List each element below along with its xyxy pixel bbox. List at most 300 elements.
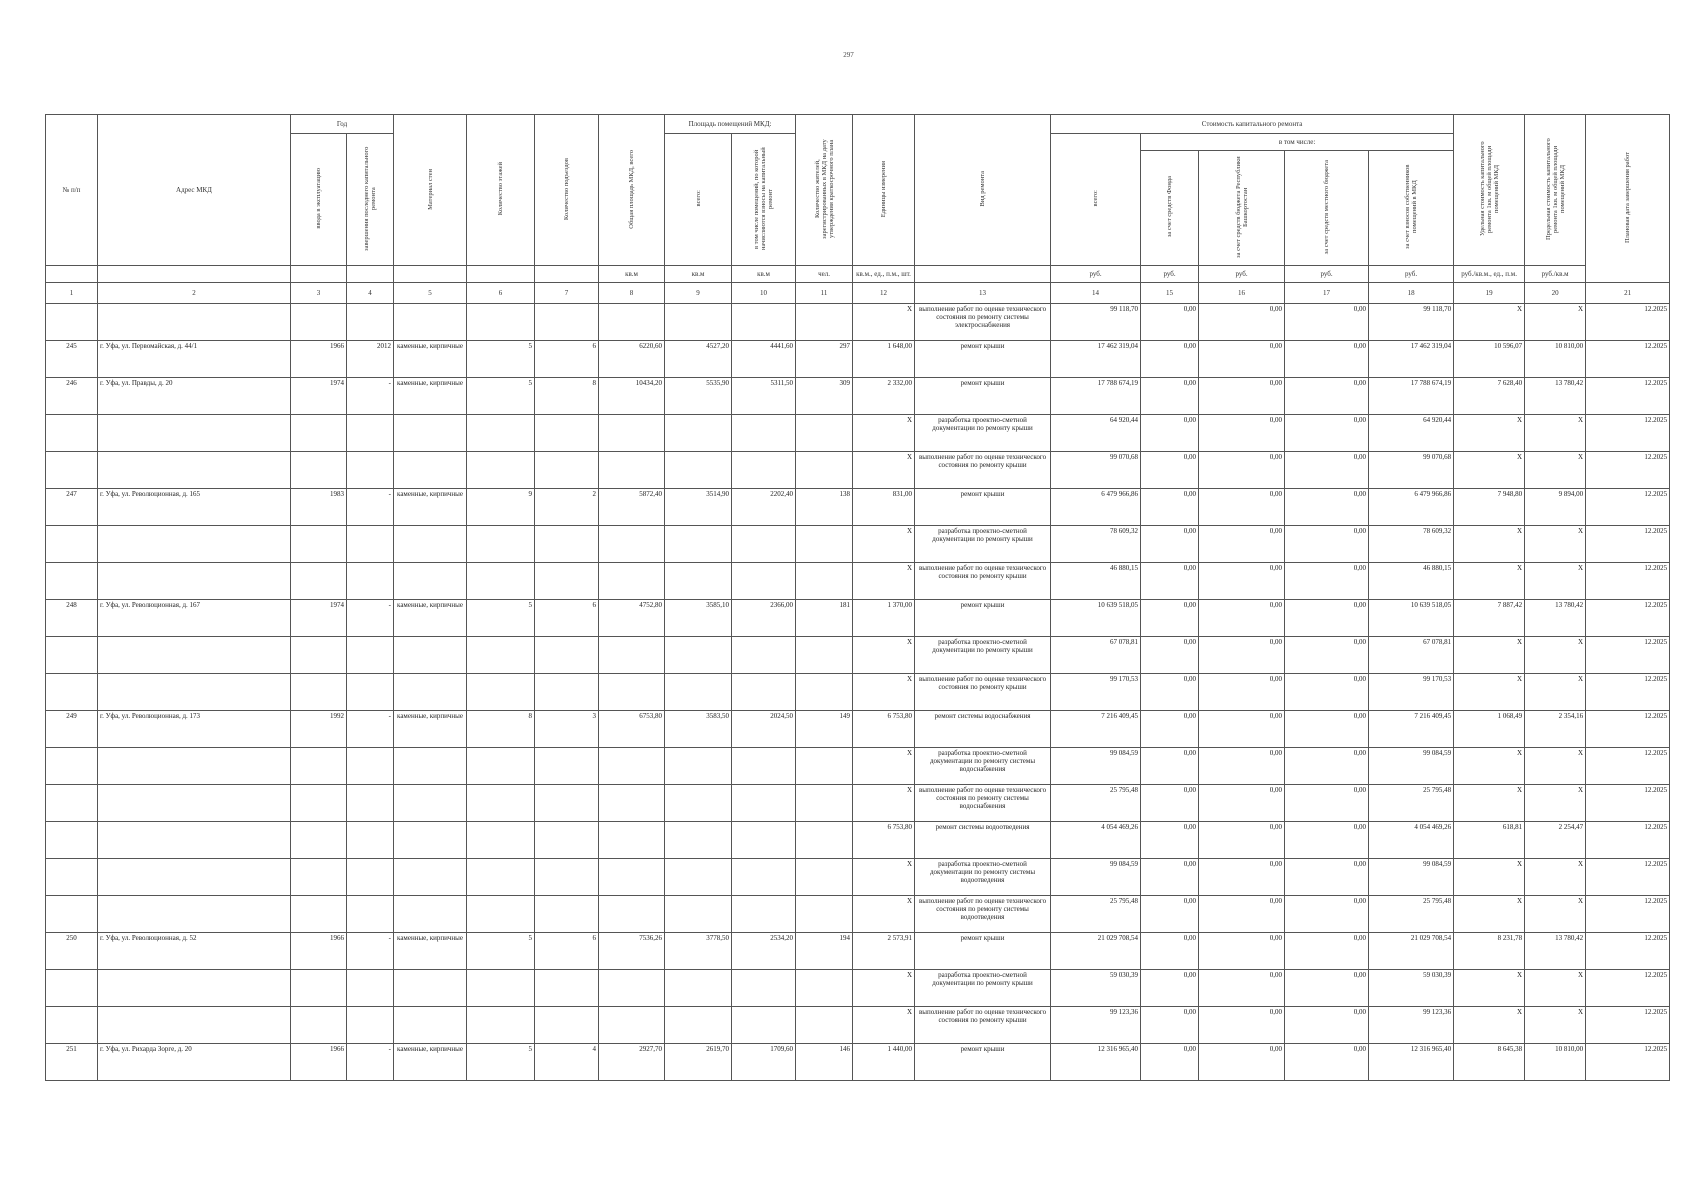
area-all-cell: 3514,90 — [665, 489, 732, 526]
year-commissioned-cell: 1966 — [291, 1044, 347, 1081]
limit-cost-cell: 10 810,00 — [1525, 341, 1586, 378]
header-specific-cost: Удельная стоимость капитального ремонта 1кв. м общей площади помещений МКД — [1454, 115, 1525, 266]
total-area-cell — [599, 674, 665, 711]
limit-cost-cell: X — [1525, 637, 1586, 674]
cost-republic-cell: 0,00 — [1199, 1007, 1285, 1044]
area-payable-cell — [732, 563, 796, 600]
table-row — [46, 563, 1670, 600]
row-number-cell — [46, 415, 98, 452]
row-number-cell — [46, 748, 98, 785]
header-entrances: Количество подъездов — [535, 115, 599, 266]
wall-material-cell — [394, 526, 467, 563]
row-number-cell — [46, 674, 98, 711]
cost-local-cell: 0,00 — [1285, 341, 1369, 378]
cost-local-cell: 0,00 — [1285, 415, 1369, 452]
table-row — [46, 378, 1670, 415]
address-cell — [98, 785, 291, 822]
address-cell — [98, 822, 291, 859]
limit-cost-cell: 9 894,00 — [1525, 489, 1586, 526]
area-all-cell — [665, 859, 732, 896]
address-cell: г. Уфа, ул. Революционная, д. 52 — [98, 933, 291, 970]
cost-republic-cell: 0,00 — [1199, 378, 1285, 415]
row-number-cell — [46, 304, 98, 341]
table-row — [46, 415, 1670, 452]
year-commissioned-cell — [291, 452, 347, 489]
residents-cell: 309 — [796, 378, 853, 415]
address-cell — [98, 304, 291, 341]
specific-cost-cell: X — [1454, 415, 1525, 452]
header-cost-fund: за счет средств Фонда — [1141, 151, 1199, 266]
area-all-cell — [665, 637, 732, 674]
units-cell: X — [853, 785, 915, 822]
year-last-repair-cell — [347, 452, 394, 489]
year-last-repair-cell — [347, 563, 394, 600]
cost-fund-cell: 0,00 — [1141, 711, 1199, 748]
residents-cell — [796, 748, 853, 785]
entrances-cell — [535, 748, 599, 785]
entrances-cell: 3 — [535, 711, 599, 748]
cost-all-cell: 10 639 518,05 — [1051, 600, 1141, 637]
cost-local-cell: 0,00 — [1285, 822, 1369, 859]
year-commissioned-cell: 1974 — [291, 378, 347, 415]
limit-cost-cell: X — [1525, 748, 1586, 785]
wall-material-cell — [394, 970, 467, 1007]
column-number: 14 — [1051, 283, 1141, 304]
area-all-cell — [665, 526, 732, 563]
year-commissioned-cell — [291, 859, 347, 896]
specific-cost-cell: 7 948,80 — [1454, 489, 1525, 526]
row-number-cell — [46, 785, 98, 822]
header-wall-material: Материал стен — [394, 115, 467, 266]
cost-fund-cell: 0,00 — [1141, 341, 1199, 378]
entrances-cell — [535, 674, 599, 711]
entrances-cell — [535, 896, 599, 933]
limit-cost-cell: X — [1525, 970, 1586, 1007]
limit-cost-cell: X — [1525, 563, 1586, 600]
entrances-cell: 6 — [535, 341, 599, 378]
table-row — [46, 341, 1670, 378]
planned-date-cell: 12.2025 — [1586, 378, 1670, 415]
address-cell — [98, 896, 291, 933]
cost-republic-cell: 0,00 — [1199, 711, 1285, 748]
year-last-repair-cell — [347, 637, 394, 674]
unit-cell: кв.м — [665, 266, 732, 283]
area-payable-cell — [732, 748, 796, 785]
cost-owners-cell: 99 070,68 — [1369, 452, 1454, 489]
area-payable-cell: 4441,60 — [732, 341, 796, 378]
units-cell: X — [853, 637, 915, 674]
specific-cost-cell: X — [1454, 452, 1525, 489]
repair-type-cell: ремонт системы водоотведения — [915, 822, 1051, 859]
table-row — [46, 896, 1670, 933]
residents-cell: 138 — [796, 489, 853, 526]
repair-type-cell: разработка проектно-сметной документации по ремонту системы водоснабжения — [915, 748, 1051, 785]
column-number: 21 — [1586, 283, 1670, 304]
cost-fund-cell: 0,00 — [1141, 526, 1199, 563]
cost-owners-cell: 99 170,53 — [1369, 674, 1454, 711]
planned-date-cell: 12.2025 — [1586, 637, 1670, 674]
area-all-cell — [665, 563, 732, 600]
cost-all-cell: 17 788 674,19 — [1051, 378, 1141, 415]
cost-fund-cell: 0,00 — [1141, 970, 1199, 1007]
entrances-cell — [535, 304, 599, 341]
column-number: 20 — [1525, 283, 1586, 304]
limit-cost-cell: X — [1525, 785, 1586, 822]
cost-local-cell: 0,00 — [1285, 304, 1369, 341]
wall-material-cell — [394, 452, 467, 489]
cost-local-cell: 0,00 — [1285, 970, 1369, 1007]
cost-local-cell: 0,00 — [1285, 859, 1369, 896]
repair-type-cell: ремонт крыши — [915, 341, 1051, 378]
residents-cell — [796, 637, 853, 674]
column-number: 2 — [98, 283, 291, 304]
floors-cell — [467, 822, 535, 859]
wall-material-cell — [394, 822, 467, 859]
entrances-cell — [535, 415, 599, 452]
floors-cell: 5 — [467, 341, 535, 378]
wall-material-cell: каменные, кирпичные — [394, 933, 467, 970]
repair-type-cell: выполнение работ по оценке технического состояния по ремонту крыши — [915, 563, 1051, 600]
total-area-cell: 2927,70 — [599, 1044, 665, 1081]
year-last-repair-cell — [347, 896, 394, 933]
repair-type-cell: разработка проектно-сметной документации по ремонту крыши — [915, 970, 1051, 1007]
cost-republic-cell: 0,00 — [1199, 341, 1285, 378]
header-limit-cost: Предельная стоимость капитального ремонта 1кв. м общей площади помещений МКД — [1525, 115, 1586, 266]
limit-cost-cell: 13 780,42 — [1525, 933, 1586, 970]
specific-cost-cell: 1 068,49 — [1454, 711, 1525, 748]
year-commissioned-cell: 1974 — [291, 600, 347, 637]
table-row — [46, 748, 1670, 785]
address-cell — [98, 526, 291, 563]
units-cell: X — [853, 415, 915, 452]
row-number-cell — [46, 896, 98, 933]
repair-type-cell: разработка проектно-сметной документации по ремонту крыши — [915, 637, 1051, 674]
cost-local-cell: 0,00 — [1285, 526, 1369, 563]
unit-cell: кв.м., ед., п.м., шт. — [853, 266, 915, 283]
cost-all-cell: 99 118,70 — [1051, 304, 1141, 341]
cost-owners-cell: 10 639 518,05 — [1369, 600, 1454, 637]
floors-cell: 5 — [467, 933, 535, 970]
year-commissioned-cell — [291, 563, 347, 600]
year-last-repair-cell: - — [347, 711, 394, 748]
cost-all-cell: 7 216 409,45 — [1051, 711, 1141, 748]
area-all-cell — [665, 970, 732, 1007]
header-total-area: Общая площадь МКД, всего — [599, 115, 665, 266]
total-area-cell — [599, 896, 665, 933]
unit-cell: руб. — [1199, 266, 1285, 283]
unit-cell: руб./кв.м — [1525, 266, 1586, 283]
cost-owners-cell: 17 462 319,04 — [1369, 341, 1454, 378]
row-number-cell — [46, 970, 98, 1007]
year-last-repair-cell — [347, 785, 394, 822]
cost-all-cell: 12 316 965,40 — [1051, 1044, 1141, 1081]
address-cell — [98, 563, 291, 600]
wall-material-cell: каменные, кирпичные — [394, 341, 467, 378]
entrances-cell — [535, 1007, 599, 1044]
column-number: 10 — [732, 283, 796, 304]
cost-local-cell: 0,00 — [1285, 785, 1369, 822]
year-commissioned-cell — [291, 526, 347, 563]
repair-type-cell: ремонт крыши — [915, 933, 1051, 970]
cost-owners-cell: 25 795,48 — [1369, 896, 1454, 933]
address-cell: г. Уфа, ул. Революционная, д. 165 — [98, 489, 291, 526]
column-number: 16 — [1199, 283, 1285, 304]
wall-material-cell — [394, 637, 467, 674]
total-area-cell: 4752,80 — [599, 600, 665, 637]
residents-cell: 149 — [796, 711, 853, 748]
residents-cell: 297 — [796, 341, 853, 378]
area-payable-cell — [732, 452, 796, 489]
area-all-cell — [665, 452, 732, 489]
repair-type-cell: выполнение работ по оценке технического состояния по ремонту системы водоотведения — [915, 896, 1051, 933]
header-cost-group: Стоимость капитального ремонта — [1051, 115, 1454, 134]
cost-fund-cell: 0,00 — [1141, 415, 1199, 452]
entrances-cell: 6 — [535, 600, 599, 637]
cost-republic-cell: 0,00 — [1199, 1044, 1285, 1081]
year-commissioned-cell — [291, 896, 347, 933]
row-number-cell — [46, 637, 98, 674]
address-cell: г. Уфа, ул. Революционная, д. 167 — [98, 600, 291, 637]
units-cell: X — [853, 1007, 915, 1044]
table-row — [46, 785, 1670, 822]
header-area-group: Площадь помещений МКД: — [665, 115, 796, 134]
header-year-commissioned: ввода в эксплуатацию — [291, 134, 347, 266]
column-number: 3 — [291, 283, 347, 304]
cost-all-cell: 78 609,32 — [1051, 526, 1141, 563]
row-number-cell: 246 — [46, 378, 98, 415]
units-cell: X — [853, 452, 915, 489]
specific-cost-cell: X — [1454, 896, 1525, 933]
year-last-repair-cell: 2012 — [347, 341, 394, 378]
cost-all-cell: 46 880,15 — [1051, 563, 1141, 600]
entrances-cell — [535, 822, 599, 859]
units-cell: 2 332,00 — [853, 378, 915, 415]
unit-cell: руб./кв.м., ед., п.м. — [1454, 266, 1525, 283]
year-last-repair-cell — [347, 415, 394, 452]
area-all-cell: 3583,50 — [665, 711, 732, 748]
specific-cost-cell: X — [1454, 785, 1525, 822]
area-payable-cell: 5311,50 — [732, 378, 796, 415]
repair-type-cell: ремонт крыши — [915, 600, 1051, 637]
total-area-cell — [599, 637, 665, 674]
limit-cost-cell: X — [1525, 859, 1586, 896]
year-last-repair-cell — [347, 748, 394, 785]
table-row — [46, 933, 1670, 970]
unit-cell: руб. — [1285, 266, 1369, 283]
wall-material-cell — [394, 859, 467, 896]
planned-date-cell: 12.2025 — [1586, 711, 1670, 748]
planned-date-cell: 12.2025 — [1586, 859, 1670, 896]
specific-cost-cell: X — [1454, 970, 1525, 1007]
cost-local-cell: 0,00 — [1285, 563, 1369, 600]
header-units: Единицы измерения — [853, 115, 915, 266]
cost-local-cell: 0,00 — [1285, 637, 1369, 674]
year-commissioned-cell — [291, 637, 347, 674]
address-cell — [98, 637, 291, 674]
planned-date-cell: 12.2025 — [1586, 304, 1670, 341]
cost-local-cell: 0,00 — [1285, 452, 1369, 489]
year-last-repair-cell — [347, 859, 394, 896]
area-payable-cell — [732, 896, 796, 933]
specific-cost-cell: 8 231,78 — [1454, 933, 1525, 970]
floors-cell: 5 — [467, 600, 535, 637]
row-number-cell: 248 — [46, 600, 98, 637]
header-planned-date: Плановая дата завершения работ — [1586, 115, 1670, 283]
address-cell: г. Уфа, ул. Рихарда Зорге, д. 20 — [98, 1044, 291, 1081]
floors-cell: 5 — [467, 1044, 535, 1081]
area-payable-cell — [732, 526, 796, 563]
units-cell: 1 648,00 — [853, 341, 915, 378]
year-commissioned-cell — [291, 674, 347, 711]
table-row — [46, 970, 1670, 1007]
cost-republic-cell: 0,00 — [1199, 304, 1285, 341]
header-cost-owners: за счет взносов собственников помещений в МКД — [1369, 151, 1454, 266]
cost-fund-cell: 0,00 — [1141, 378, 1199, 415]
planned-date-cell: 12.2025 — [1586, 822, 1670, 859]
year-last-repair-cell: - — [347, 933, 394, 970]
header-year-group: Год — [291, 115, 394, 134]
year-commissioned-cell — [291, 415, 347, 452]
residents-cell — [796, 896, 853, 933]
planned-date-cell: 12.2025 — [1586, 785, 1670, 822]
cost-all-cell: 21 029 708,54 — [1051, 933, 1141, 970]
table-row — [46, 711, 1670, 748]
area-payable-cell: 1709,60 — [732, 1044, 796, 1081]
entrances-cell — [535, 452, 599, 489]
limit-cost-cell: X — [1525, 674, 1586, 711]
table-row — [46, 674, 1670, 711]
year-last-repair-cell — [347, 304, 394, 341]
cost-owners-cell: 99 118,70 — [1369, 304, 1454, 341]
units-cell: X — [853, 674, 915, 711]
entrances-cell — [535, 637, 599, 674]
area-payable-cell: 2366,00 — [732, 600, 796, 637]
year-commissioned-cell: 1966 — [291, 933, 347, 970]
cost-local-cell: 0,00 — [1285, 711, 1369, 748]
specific-cost-cell: 7 887,42 — [1454, 600, 1525, 637]
area-all-cell: 5535,90 — [665, 378, 732, 415]
year-commissioned-cell — [291, 304, 347, 341]
repair-type-cell: разработка проектно-сметной документации по ремонту системы водоотведения — [915, 859, 1051, 896]
floors-cell: 8 — [467, 711, 535, 748]
planned-date-cell: 12.2025 — [1586, 563, 1670, 600]
cost-owners-cell: 12 316 965,40 — [1369, 1044, 1454, 1081]
cost-local-cell: 0,00 — [1285, 1007, 1369, 1044]
cost-fund-cell: 0,00 — [1141, 822, 1199, 859]
row-number-cell — [46, 452, 98, 489]
header-cost-republic: за счет средств бюджета Республики Башкортостан — [1199, 151, 1285, 266]
floors-cell — [467, 859, 535, 896]
year-last-repair-cell — [347, 822, 394, 859]
specific-cost-cell: X — [1454, 563, 1525, 600]
wall-material-cell — [394, 1007, 467, 1044]
table-row — [46, 1044, 1670, 1081]
wall-material-cell: каменные, кирпичные — [394, 489, 467, 526]
wall-material-cell: каменные, кирпичные — [394, 378, 467, 415]
units-cell: 6 753,80 — [853, 711, 915, 748]
address-cell — [98, 859, 291, 896]
repair-type-cell: разработка проектно-сметной документации по ремонту крыши — [915, 415, 1051, 452]
year-commissioned-cell — [291, 785, 347, 822]
units-cell: 1 440,00 — [853, 1044, 915, 1081]
units-cell: 831,00 — [853, 489, 915, 526]
column-number: 4 — [347, 283, 394, 304]
planned-date-cell: 12.2025 — [1586, 896, 1670, 933]
cost-local-cell: 0,00 — [1285, 933, 1369, 970]
total-area-cell: 7536,26 — [599, 933, 665, 970]
cost-fund-cell: 0,00 — [1141, 859, 1199, 896]
units-cell: 2 573,91 — [853, 933, 915, 970]
area-all-cell — [665, 748, 732, 785]
cost-republic-cell: 0,00 — [1199, 674, 1285, 711]
column-number: 6 — [467, 283, 535, 304]
area-payable-cell — [732, 970, 796, 1007]
area-all-cell — [665, 415, 732, 452]
cost-owners-cell: 6 479 966,86 — [1369, 489, 1454, 526]
total-area-cell — [599, 859, 665, 896]
repair-type-cell: выполнение работ по оценке технического состояния по ремонту системы водоснабжения — [915, 785, 1051, 822]
area-all-cell — [665, 304, 732, 341]
cost-fund-cell: 0,00 — [1141, 1044, 1199, 1081]
total-area-cell — [599, 304, 665, 341]
address-cell: г. Уфа, ул. Правды, д. 20 — [98, 378, 291, 415]
column-number: 15 — [1141, 283, 1199, 304]
specific-cost-cell: 10 596,07 — [1454, 341, 1525, 378]
table-row — [46, 637, 1670, 674]
area-payable-cell: 2202,40 — [732, 489, 796, 526]
column-number: 13 — [915, 283, 1051, 304]
residents-cell: 181 — [796, 600, 853, 637]
floors-cell — [467, 637, 535, 674]
header-residents: Количество жителей, зарегистрированных в МКД на дату утверждения краткосрочного плана — [796, 115, 853, 266]
planned-date-cell: 12.2025 — [1586, 415, 1670, 452]
year-commissioned-cell: 1983 — [291, 489, 347, 526]
table-row — [46, 526, 1670, 563]
residents-cell: 194 — [796, 933, 853, 970]
column-number: 1 — [46, 283, 98, 304]
area-payable-cell: 2024,50 — [732, 711, 796, 748]
header-area-payable: в том числе помещений, по которой начисляются взносы на капитальный ремонт — [732, 134, 796, 266]
cost-local-cell: 0,00 — [1285, 748, 1369, 785]
total-area-cell — [599, 748, 665, 785]
year-commissioned-cell — [291, 970, 347, 1007]
cost-republic-cell: 0,00 — [1199, 970, 1285, 1007]
area-all-cell — [665, 674, 732, 711]
table-row — [46, 452, 1670, 489]
row-number-cell: 247 — [46, 489, 98, 526]
cost-owners-cell: 21 029 708,54 — [1369, 933, 1454, 970]
cost-local-cell: 0,00 — [1285, 674, 1369, 711]
repair-type-cell: ремонт крыши — [915, 489, 1051, 526]
area-payable-cell — [732, 637, 796, 674]
cost-fund-cell: 0,00 — [1141, 563, 1199, 600]
cost-republic-cell: 0,00 — [1199, 563, 1285, 600]
specific-cost-cell: X — [1454, 674, 1525, 711]
limit-cost-cell: 13 780,42 — [1525, 600, 1586, 637]
cost-all-cell: 99 084,59 — [1051, 859, 1141, 896]
area-all-cell: 2619,70 — [665, 1044, 732, 1081]
cost-fund-cell: 0,00 — [1141, 304, 1199, 341]
header-area-all: всего: — [665, 134, 732, 266]
floors-cell — [467, 748, 535, 785]
header-row-number: № п/п — [46, 115, 98, 266]
wall-material-cell: каменные, кирпичные — [394, 1044, 467, 1081]
total-area-cell: 10434,20 — [599, 378, 665, 415]
limit-cost-cell: 13 780,42 — [1525, 378, 1586, 415]
cost-republic-cell: 0,00 — [1199, 452, 1285, 489]
units-cell: X — [853, 748, 915, 785]
entrances-cell — [535, 526, 599, 563]
